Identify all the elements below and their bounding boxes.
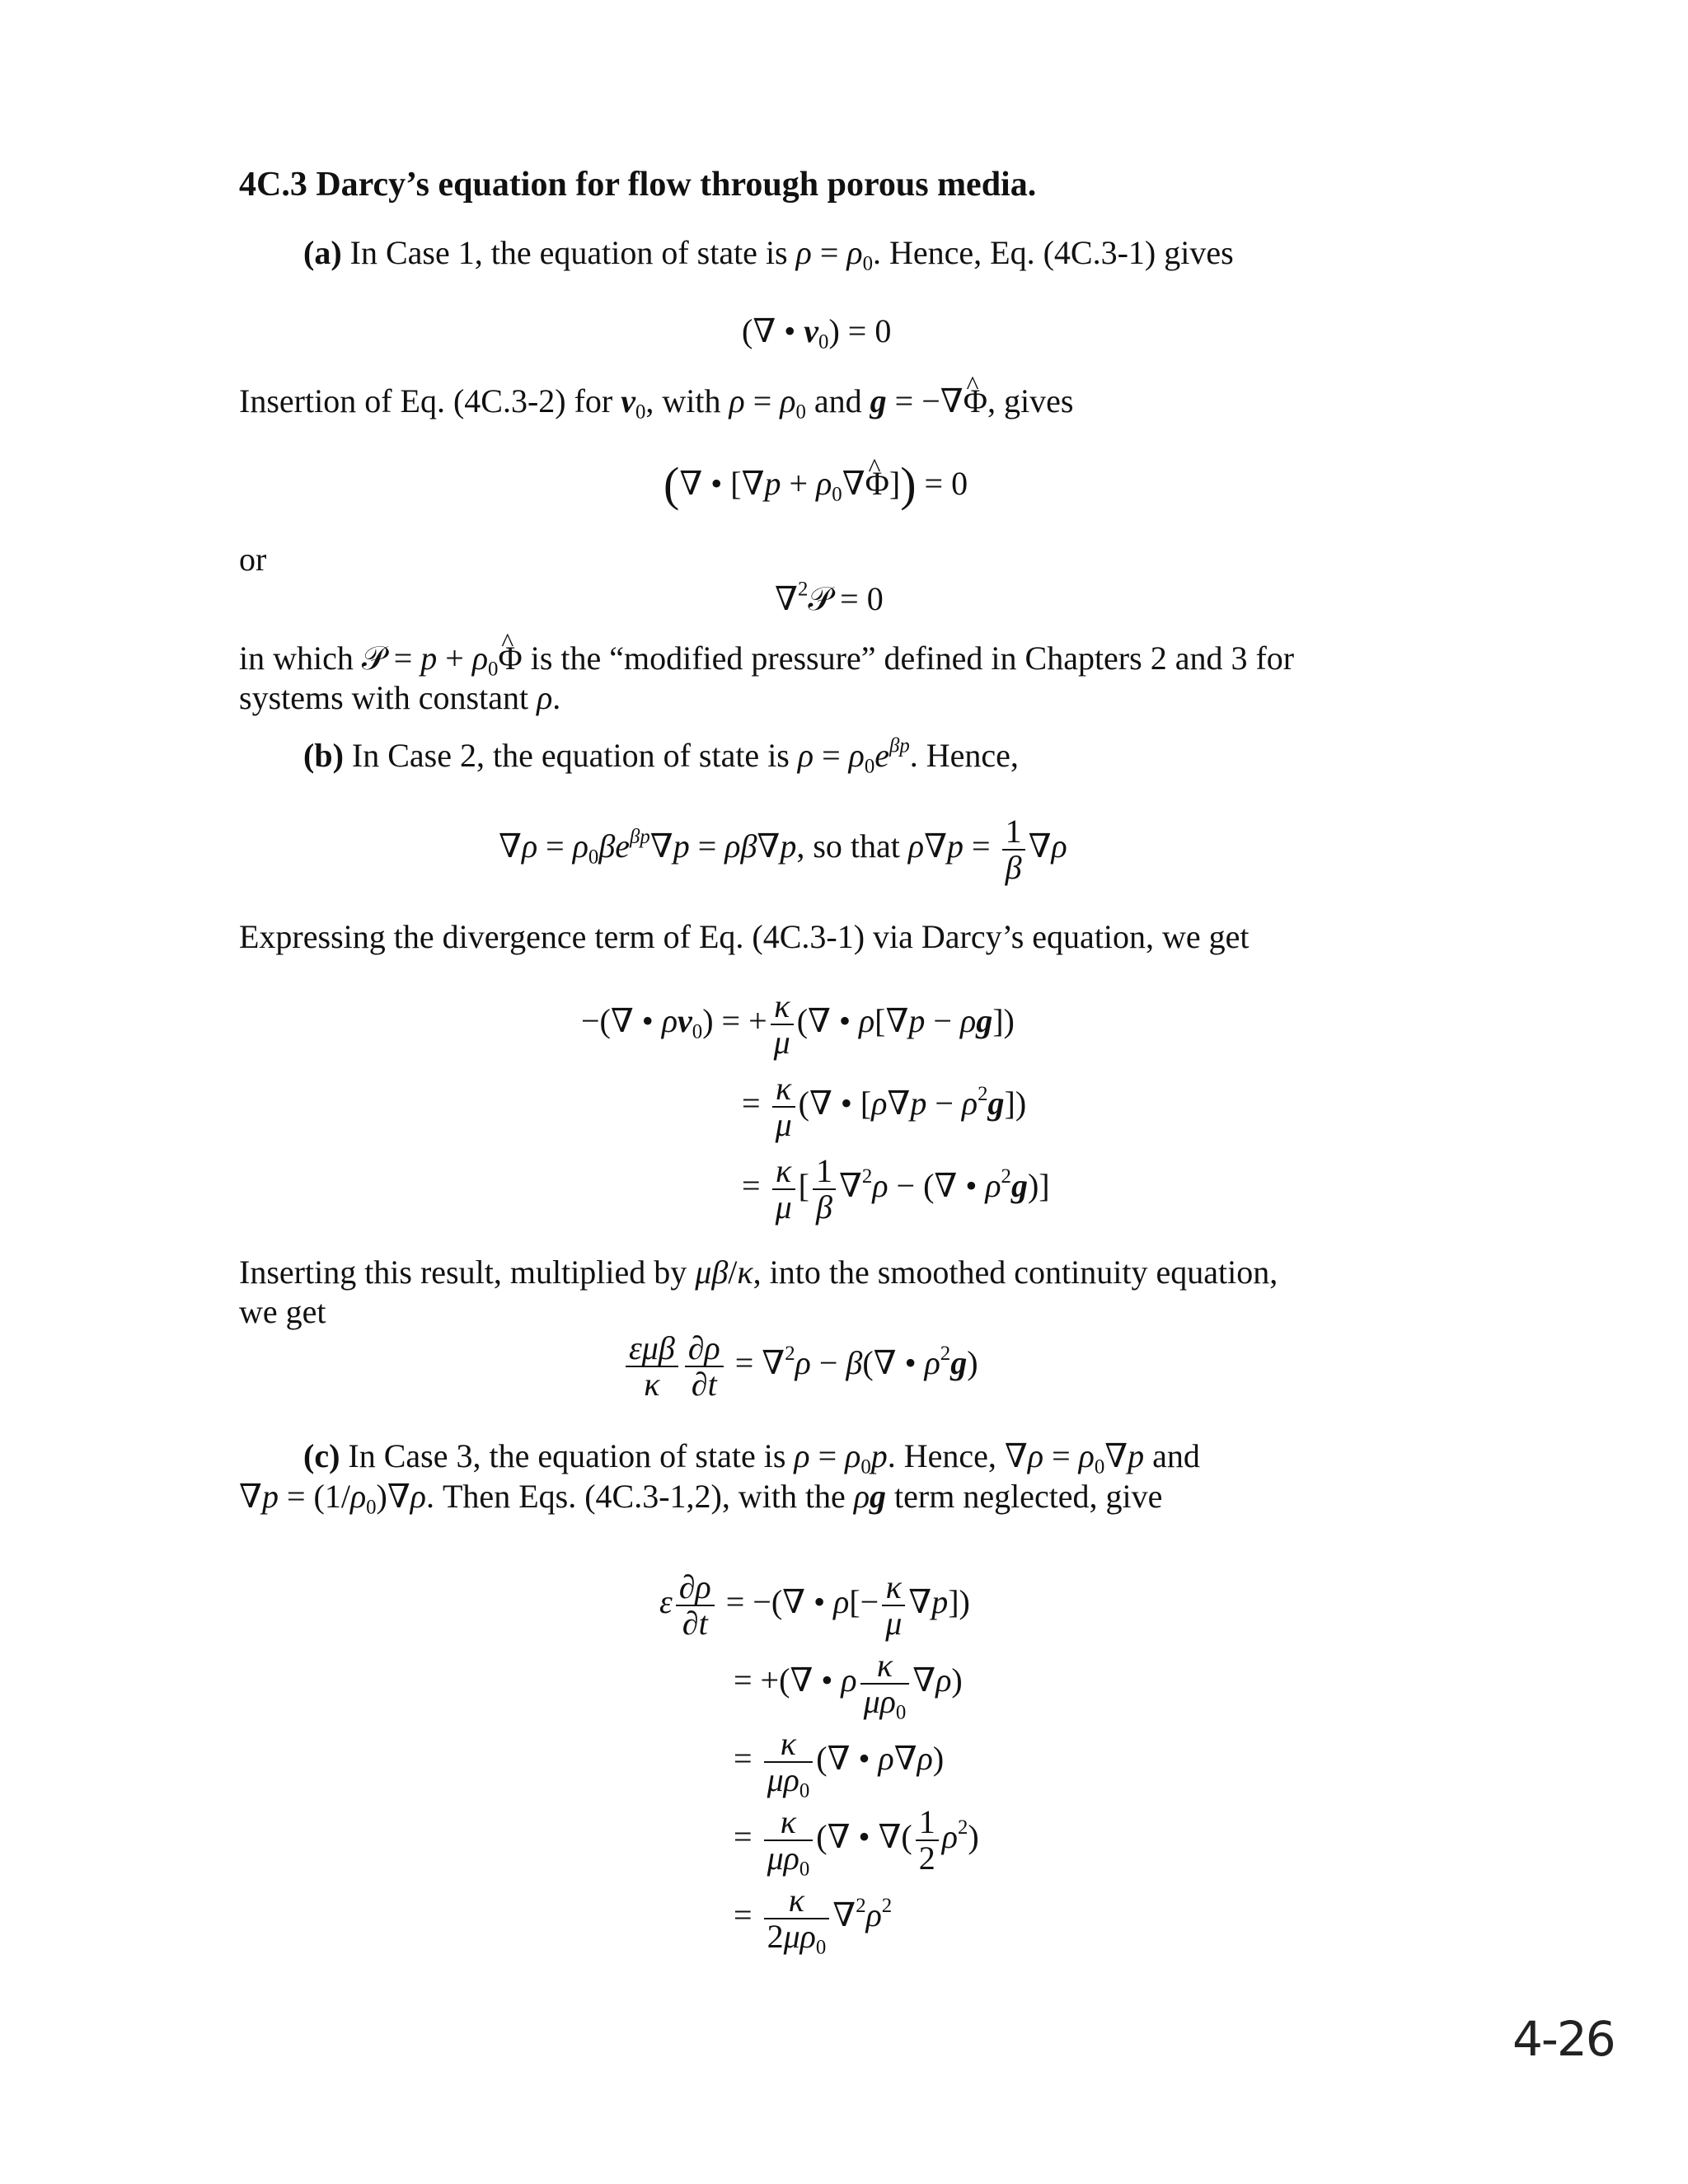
part-a-definition-2: systems with constant ρ. <box>239 679 561 716</box>
part-c-intro-and: and <box>1144 1437 1200 1474</box>
eq-smoothed-continuity: $\frac{\text{εμβ}}{\kappa}$ $\frac{\partial\rho}{\partial t}$ = ∇$^2$ρ − β(∇ • $\rho^2g$) <box>622 1331 978 1402</box>
eq-c-step4: = $\frac{\kappa}{\mu\rho_0}$ (∇ • ∇( $\frac{1}{2}$ $\rho^2$) <box>734 1803 979 1881</box>
part-a-label: (a) <box>303 234 342 271</box>
eq-div-rho-v0-step2: = $\frac{\kappa}{\mu}$ (∇ • $[\rho\nabla p - \rho^2g]$) <box>742 1070 1027 1143</box>
eq-c-step5: = $\frac{\kappa}{2\mu\rho_0}$ $\nabla^2\rho^2$ <box>734 1882 893 1959</box>
part-a-intro-post: . Hence, Eq. (4C.3-1) gives <box>873 234 1234 271</box>
insertion-mid: , with <box>645 382 729 419</box>
part-b-label: (b) <box>303 737 344 774</box>
part-a-intro-pre: In Case 1, the equation of state is <box>341 234 796 271</box>
eq-div-grad-p: (∇ • [$\nabla p + \rho_0\nabla\^{}$ Φ]) = 0 <box>663 464 968 504</box>
part-c-line2-post: . Then Eqs. (4C.3-1,2), with the <box>426 1478 854 1515</box>
insertion-and: and <box>805 382 870 419</box>
inserting-post: , into the smoothed continuity equation, <box>753 1254 1278 1291</box>
eq-c-step3: = $\frac{\kappa}{\mu\rho_0}$ (∇ • ρ∇ρ) <box>734 1725 945 1802</box>
part-b-intro-post: . Hence, <box>909 737 1019 774</box>
eq-grad-rho: $\nabla\rho = \rho_0\beta e^{\beta p}\nabla p = \rho\beta\nabla p$, so that ρ∇p = $\frac{1}{\beta}$ ∇ρ <box>499 813 1067 886</box>
part-c-intro-mid: . Hence, <box>887 1437 1005 1474</box>
part-a-insertion: Insertion of Eq. (4C.3-2) for $v_0$, with $\rho = \rho_0$ and g = −∇^ Φ, gives <box>239 382 1073 421</box>
part-b-intro-pre: In Case 2, the equation of state is <box>343 737 798 774</box>
inserting-line-1: Inserting this result, multiplied by μβ/κ, into the smoothed continuity equation, <box>239 1254 1278 1291</box>
part-c-intro-pre: In Case 3, the equation of state is <box>340 1437 795 1474</box>
eq-c-step1: ε $\frac{\partial\rho}{\partial t}$ = −(∇ • ρ[− $\frac{\kappa}{\mu}$ ∇p]) <box>659 1568 970 1642</box>
part-c-label: (c) <box>303 1437 340 1474</box>
defn-post: is the “modified pressure” defined in Chapters 2 and 3 for <box>522 640 1295 677</box>
eq-c-step2: = +(∇ • ρ $\frac{\kappa}{\mu\rho_0}$ ∇ρ) <box>734 1647 963 1724</box>
eq-div-rho-v0: −(∇ • $\rho v_0$) = + $\frac{\kappa}{\mu}$ (∇ • ρ[∇p − ρg]) <box>581 987 1015 1061</box>
eq-laplace-P: ∇$^2$𝒫 = 0 <box>775 578 884 617</box>
part-a-intro: (a) In Case 1, the equation of state is $\rho = \rho_0$. Hence, Eq. (4C.3-1) gives <box>303 234 1234 275</box>
so-that: , so that <box>796 827 908 865</box>
insertion-pre: Insertion of Eq. (4C.3-2) for <box>239 382 621 419</box>
page-number: 4-26 <box>1512 2011 1615 2067</box>
darcy-line: Expressing the divergence term of Eq. (4C.3-1) via Darcy’s equation, we get <box>239 918 1250 955</box>
insertion-post: , gives <box>987 382 1074 419</box>
inserting-line-2: we get <box>239 1293 326 1330</box>
inserting-pre: Inserting this result, multiplied by <box>239 1254 696 1291</box>
section-title: 4C.3 Darcy’s equation for flow through porous media. <box>239 166 1037 204</box>
defn-pre: in which <box>239 640 362 677</box>
part-c-line-2: $\nabla p = (1/\rho_0)\nabla\rho$. Then Eqs. (4C.3-1,2), with the ρg term neglected, give <box>239 1478 1163 1519</box>
eq-div-v0: (∇ • $v_0) = 0$ <box>742 312 892 354</box>
part-a-definition-1: in which 𝒫 = $p + \rho_0\^{}$ Φ is the “modified pressure” defined in Chapters 2 and 3 for <box>239 639 1294 678</box>
part-b-intro: (b) In Case 2, the equation of state is $\rho = \rho_0e^{\beta p}$. Hence, <box>303 734 1019 778</box>
part-c-line2-end: term neglected, give <box>886 1478 1163 1515</box>
eq-div-rho-v0-step3: = $\frac{\kappa}{\mu}$ [ $\frac{1}{\beta}$ ∇$^2$ρ − (∇ • $\rho^2g$)] <box>742 1152 1050 1226</box>
part-c-intro: (c) In Case 3, the equation of state is $\rho = \rho_0p$. Hence, $\nabla\rho = \rho_0\nabla p$ and <box>303 1437 1200 1479</box>
defn-line2: systems with constant <box>239 679 537 716</box>
or-word: or <box>239 541 267 578</box>
